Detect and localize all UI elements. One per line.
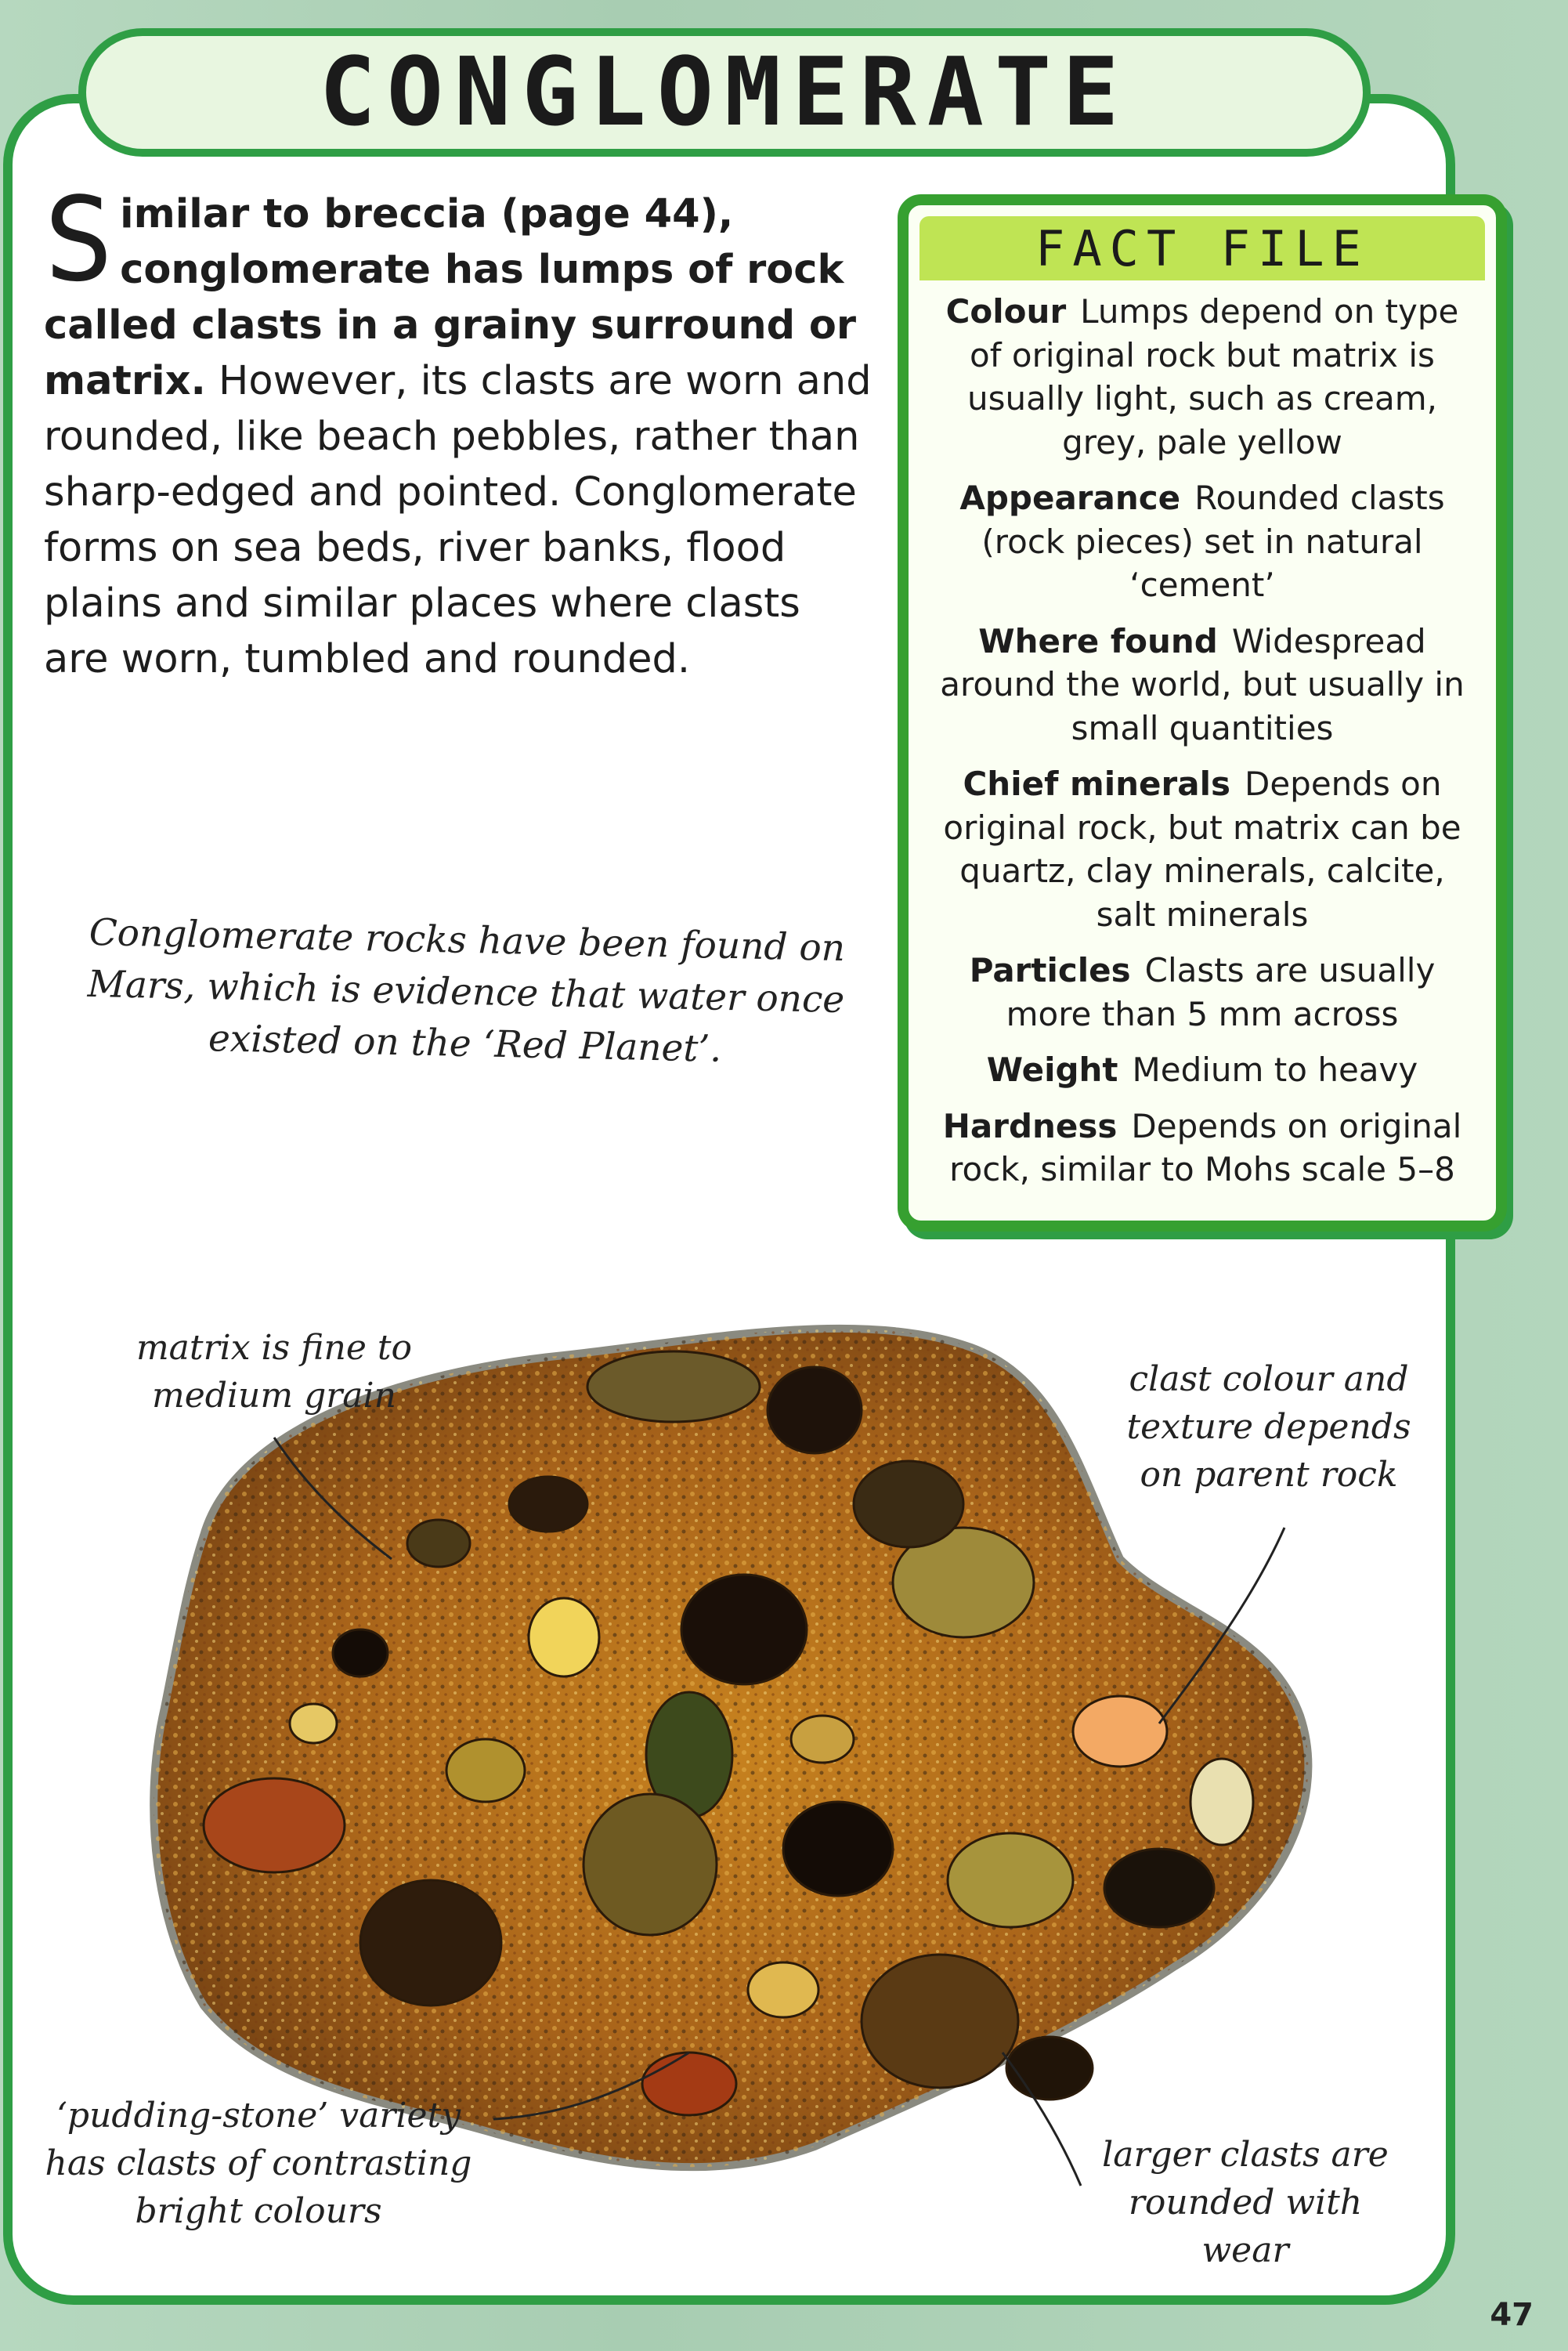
callout-larger-clasts: larger clasts are rounded with wear bbox=[1102, 2135, 1389, 2270]
fact-item-appearance bbox=[932, 476, 1472, 607]
fact-item-colour bbox=[932, 290, 1472, 464]
intro-bold-text: imilar to breccia (page 44), conglomerate has lumps of rock called clasts in a grainy surround or matrix. bbox=[44, 191, 857, 404]
fact-item-chief-minerals bbox=[932, 762, 1472, 936]
intro-body-text: However, its clasts are worn and rounded, like beach pebbles, rather than sharp-edged and pointed. Conglomerate forms on sea beds, river banks, flood plains and similar places where clasts are worn, tumbled and rounded. bbox=[44, 358, 872, 682]
fact-label: Where found bbox=[978, 621, 1218, 660]
fact-file-header bbox=[919, 216, 1485, 280]
fact-label: Hardness bbox=[942, 1106, 1118, 1145]
fact-label: Chief minerals bbox=[963, 765, 1230, 803]
fact-text: Widespread around the world, but usually in small quantities bbox=[940, 621, 1465, 747]
fact-file-box bbox=[898, 194, 1507, 1232]
fact-text: Medium to heavy bbox=[1132, 1051, 1418, 1089]
fact-label: Weight bbox=[986, 1051, 1118, 1089]
fact-text: Depends on original rock, similar to Mohs scale 5–8 bbox=[949, 1106, 1462, 1188]
fact-item-weight bbox=[932, 1048, 1472, 1092]
fact-item-particles bbox=[932, 949, 1472, 1036]
fact-file-heading: FACT FILE bbox=[1035, 219, 1369, 277]
fact-text: Depends on original rock, but matrix can be quartz, clay minerals, calcite, salt minerals bbox=[943, 765, 1461, 934]
page-title: CONGLOMERATE bbox=[319, 38, 1130, 147]
callout-matrix: matrix is fine to medium grain bbox=[135, 1328, 413, 1416]
title-banner bbox=[78, 28, 1371, 157]
page-number: 47 bbox=[1490, 2297, 1534, 2333]
fact-label: Appearance bbox=[959, 479, 1181, 517]
callout-pudding-stone: ‘pudding-stone’ variety has clasts of contrasting bright colours bbox=[45, 2096, 472, 2231]
mars-note: Conglomerate rocks have been found on Mars, which is evidence that water once existed on the ‘Red Planet’. bbox=[87, 910, 846, 1071]
fact-text: Lumps depend on type of original rock but matrix is usually light, such as cream, grey, pale yellow bbox=[967, 292, 1459, 461]
fact-file-list bbox=[932, 290, 1472, 1204]
intro-paragraph bbox=[44, 172, 874, 687]
fact-label: Colour bbox=[945, 292, 1067, 331]
fact-text: Clasts are usually more than 5 mm across bbox=[1006, 951, 1436, 1033]
drop-cap: S bbox=[44, 172, 114, 307]
fact-item-hardness bbox=[932, 1105, 1472, 1192]
fact-item-where-found bbox=[932, 620, 1472, 751]
fact-text: Rounded clasts (rock pieces) set in natural ‘cement’ bbox=[981, 479, 1445, 604]
fact-label: Particles bbox=[969, 951, 1131, 989]
callout-clast-colour: clast colour and texture depends on parent rock bbox=[1126, 1359, 1411, 1495]
